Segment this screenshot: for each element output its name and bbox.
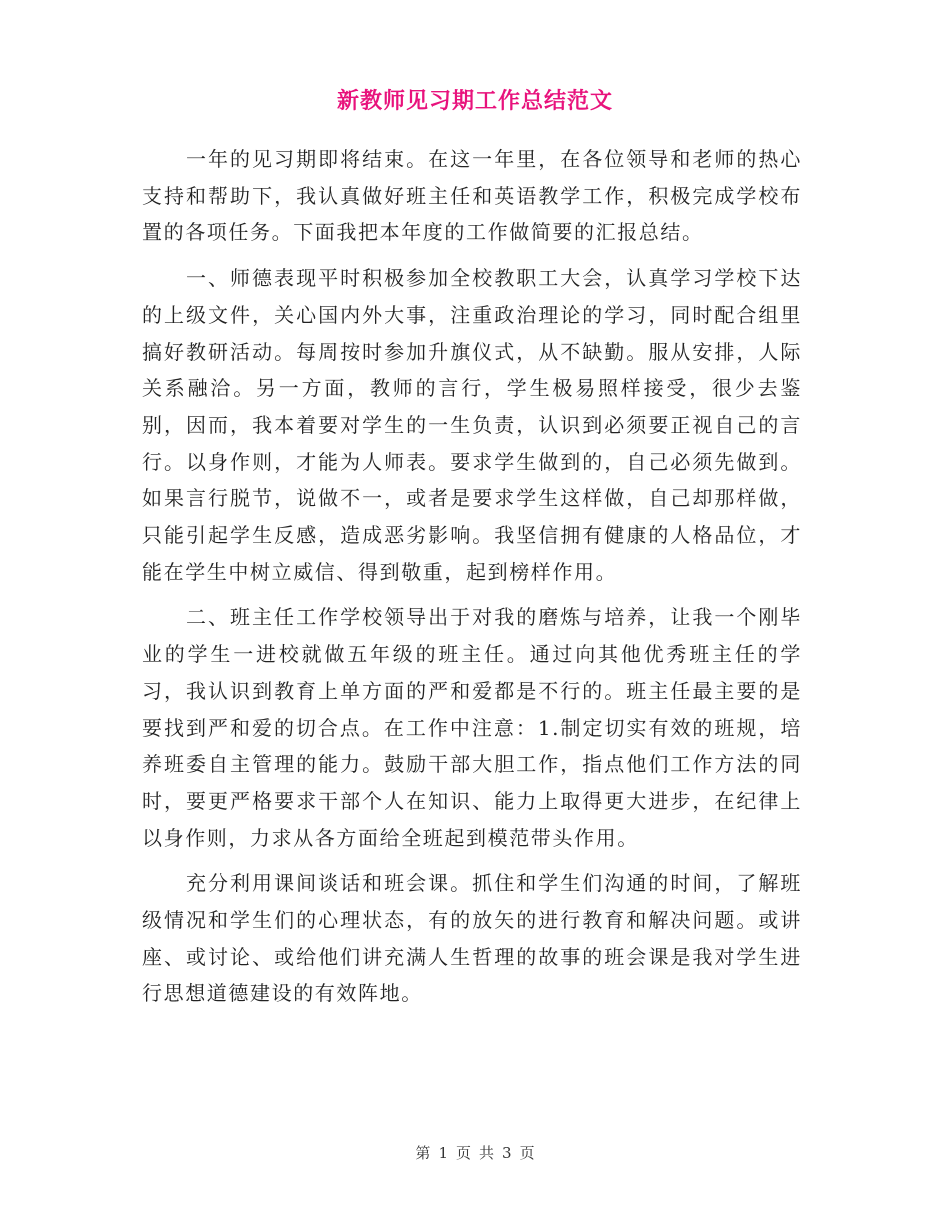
paragraph-class-teacher: 二、班主任工作学校领导出于对我的磨炼与培养，让我一个刚毕业的学生一进校就做五年级的班主任。通过向其他优秀班主任的学习，我认识到教育上单方面的严和爱都是不行的。班主任最主要的是要找到严和爱的切合点。在工作中注意：1.制定切实有效的班规，培养班委自主管理的能力。鼓励干部大胆工作，指点他们工作方法的同时，要更严格要求干部个人在知识、能力上取得更大进步，在纪律上以身作则，力求从各方面给全班起到模范带头作用。 <box>142 605 802 850</box>
footer-prefix: 第 <box>415 1144 431 1162</box>
footer-suffix: 页 <box>519 1144 535 1162</box>
paragraph-intro: 一年的见习期即将结束。在这一年里，在各位领导和老师的热心支持和帮助下，我认真做好班主任和英语教学工作，积极完成学校布置的各项任务。下面我把本年度的工作做简要的汇报总结。 <box>142 147 802 245</box>
footer-total-pages: 3 <box>502 1144 512 1162</box>
footer-total-word: 共 <box>479 1144 495 1162</box>
page-footer <box>0 1142 950 1163</box>
footer-page-word: 页 <box>455 1144 471 1162</box>
paragraph-class-meeting: 充分利用课间谈话和班会课。抓住和学生们沟通的时间，了解班级情况和学生们的心理状态，有的放矢的进行教育和解决问题。或讲座、或讨论、或给他们讲充满人生哲理的故事的班会课是我对学生进行思想道德建设的有效阵地。 <box>142 871 802 1006</box>
footer-current-page: 1 <box>438 1144 448 1162</box>
document-body <box>142 141 802 1021</box>
paragraph-ethics: 一、师德表现平时积极参加全校教职工大会，认真学习学校下达的上级文件，关心国内外大事，注重政治理论的学习，同时配合组里搞好教研活动。每周按时参加升旗仪式，从不缺勤。服从安排，人际关系融洽。另一方面，教师的言行，学生极易照样接受，很少去鉴别，因而，我本着要对学生的一生负责，认识到必须要正视自己的言行。以身作则，才能为人师表。要求学生做到的，自己必须先做到。如果言行脱节，说做不一，或者是要求学生这样做，自己却那样做，只能引起学生反感，造成恶劣影响。我坚信拥有健康的人格品位，才能在学生中树立威信、得到敬重，起到榜样作用。 <box>142 266 802 584</box>
document-title: 新教师见习期工作总结范文 <box>336 88 613 114</box>
